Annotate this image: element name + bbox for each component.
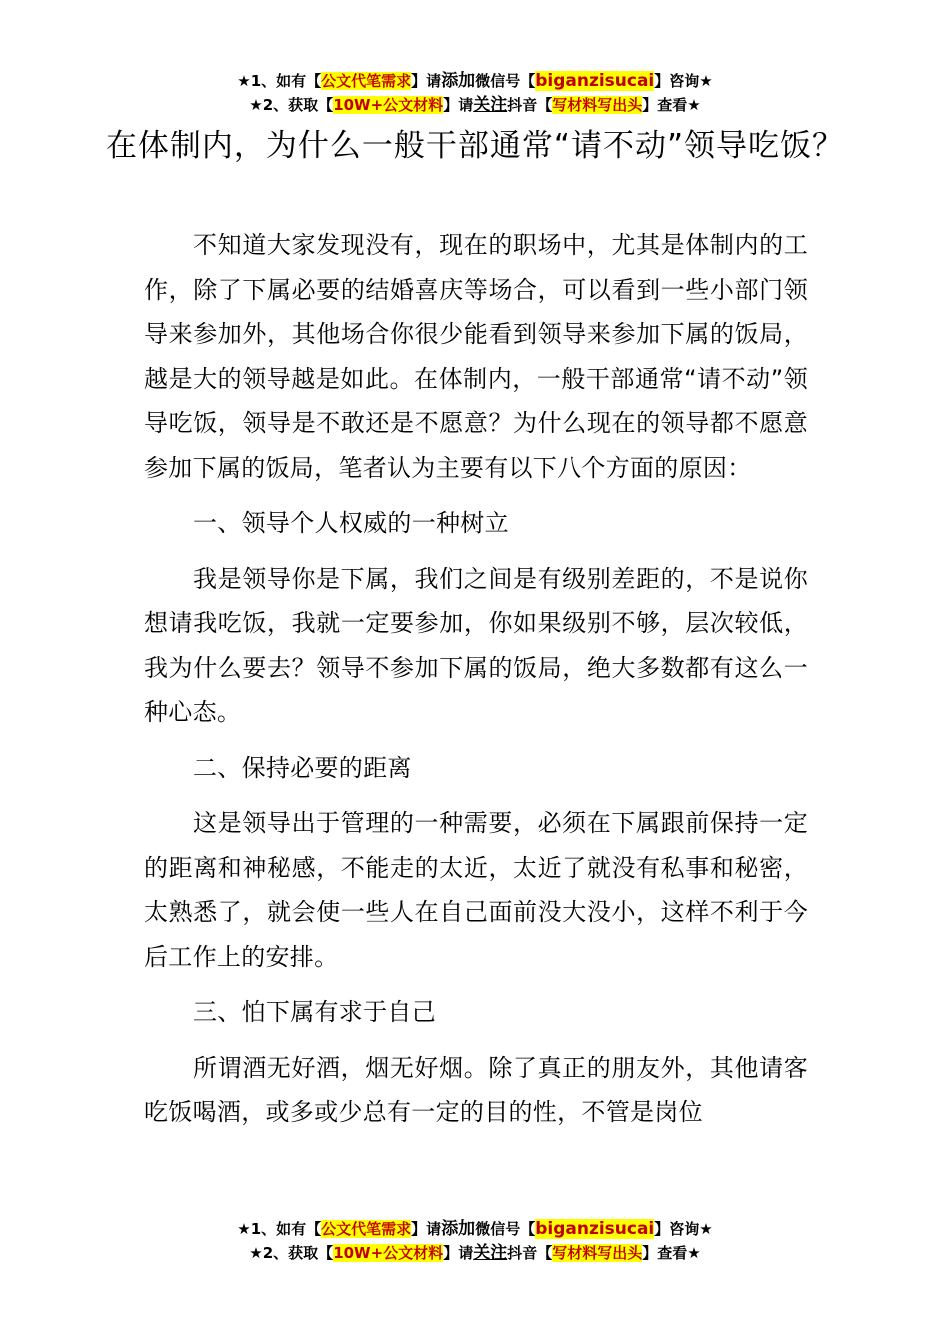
promo-douyin-id: 写材料写出头: [552, 96, 643, 114]
promo-emphasis: 关注: [473, 95, 508, 115]
paragraph-section-1: 我是领导你是下属，我们之间是有级别差距的，不是说你想请我吃饭，我就一定要参加，你如果级别不够，层次较低，我为什么要去？领导不参加下属的饭局，绝大多数都有这么一种心态。: [144, 564, 808, 726]
promo-banner-top: [0, 69, 950, 117]
promo-emphasis: 添加: [441, 71, 476, 91]
promo-emphasis: 添加: [441, 1219, 476, 1239]
promo-wechat-id: biganzisucai: [535, 71, 655, 91]
promo-highlight: 10W+公文材料: [333, 1244, 444, 1262]
promo-text: ★2、获取【: [249, 1244, 334, 1262]
section-heading-3: 三、怕下属有求于自己: [193, 998, 436, 1026]
promo-highlight: 10W+公文材料: [333, 96, 444, 114]
promo-emphasis: 关注: [473, 1243, 508, 1263]
document-body: [144, 223, 808, 1146]
promo-text: 抖音【: [507, 96, 553, 114]
promo-douyin-id: 写材料写出头: [552, 1244, 643, 1262]
promo-text: 微信号【: [475, 72, 536, 90]
promo-text: ★2、获取【: [249, 96, 334, 114]
promo-text: 抖音【: [507, 1244, 553, 1262]
promo-text: 】请: [411, 72, 442, 90]
promo-text: 】查看★: [642, 1244, 701, 1262]
promo-text: 】请: [443, 1244, 474, 1262]
paragraph-section-3: 所谓酒无好酒，烟无好烟。除了真正的朋友外，其他请客吃饭喝酒，或多或少总有一定的目的性，不管是岗位: [144, 1053, 808, 1126]
paragraph-intro: 不知道大家发现没有，现在的职场中，尤其是体制内的工作，除了下属必要的结婚喜庆等场合，可以看到一些小部门领导来参加外，其他场合你很少能看到领导来参加下属的饭局，越是大的领导越是如此。在体制内，一般干部通常“请不动”领导吃饭，领导是不敢还是不愿意？为什么现在的领导都不愿意参加下属的饭局，笔者认为主要有以下八个方面的原因：: [144, 231, 808, 482]
promo-highlight: 公文代笔需求: [321, 72, 412, 90]
promo-banner-bottom: [0, 1217, 950, 1265]
section-heading-1: 一、领导个人权威的一种树立: [193, 509, 509, 537]
promo-text: 微信号【: [475, 1220, 536, 1238]
promo-wechat-id: biganzisucai: [535, 1219, 655, 1239]
promo-text: ★1、如有【: [237, 72, 322, 90]
promo-line-2: [0, 1241, 950, 1265]
promo-text: 】查看★: [642, 96, 701, 114]
promo-text: 】请: [411, 1220, 442, 1238]
paragraph-section-2: 这是领导出于管理的一种需要，必须在下属跟前保持一定的距离和神秘感，不能走的太近，太近了就没有私事和秘密，太熟悉了，就会使一些人在自己面前没大没小，这样不利于今后工作上的安排。: [144, 809, 808, 971]
promo-line-1: [0, 1217, 950, 1241]
promo-text: 】请: [443, 96, 474, 114]
promo-text: 】咨询★: [654, 1220, 713, 1238]
promo-text: ★1、如有【: [237, 1220, 322, 1238]
promo-highlight: 公文代笔需求: [321, 1220, 412, 1238]
section-heading-2: 二、保持必要的距离: [193, 753, 412, 782]
promo-line-1: [0, 69, 950, 93]
promo-text: 】咨询★: [654, 72, 713, 90]
document-title: 在体制内，为什么一般干部通常“请不动”领导吃饭？: [105, 128, 845, 164]
promo-line-2: [0, 93, 950, 117]
